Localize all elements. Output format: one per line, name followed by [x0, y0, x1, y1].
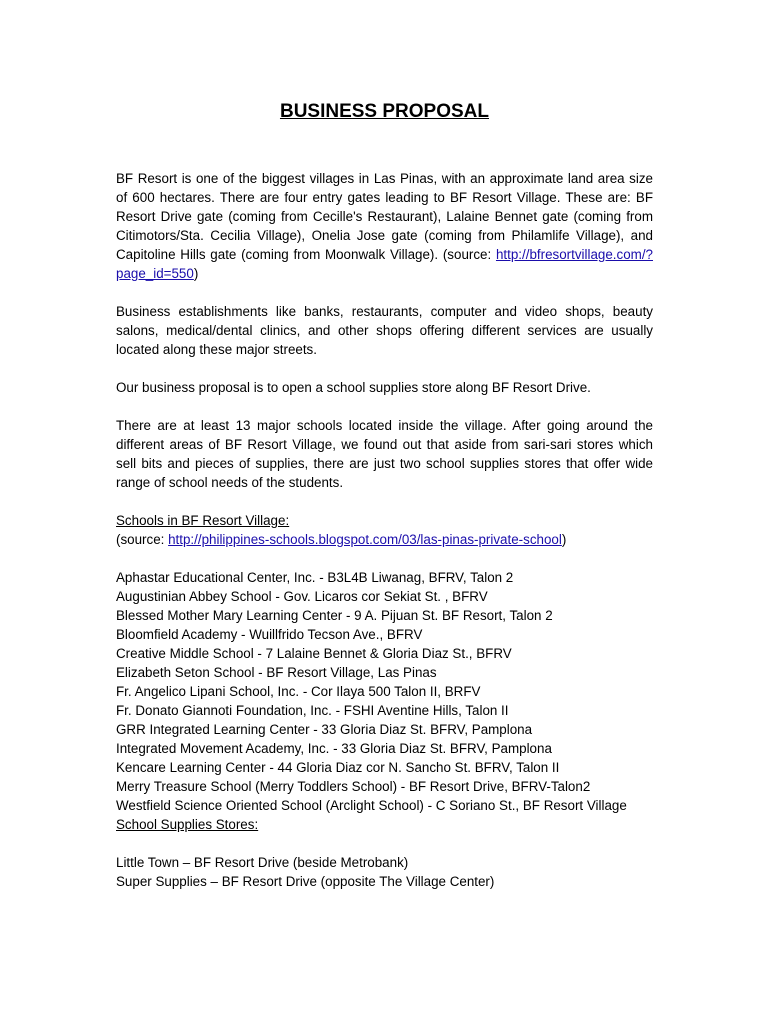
list-item: Fr. Angelico Lipani School, Inc. - Cor Ilaya 500 Talon II, BRFV [116, 684, 481, 699]
stores-heading: School Supplies Stores: [116, 817, 259, 832]
list-item: Aphastar Educational Center, Inc. - B3L4B Liwanag, BFRV, Talon 2 [116, 570, 514, 585]
paragraph-intro-text: BF Resort is one of the biggest villages in Las Pinas, with an approximate land area size of 600 hectares. There are four entry gates leading to BF Resort Village. These are: BF Resort Drive gate (coming from Cecille's Restaurant), Lalaine Bennet gate (coming from Citimotors/Sta. Cecilia Village), Onelia Jose gate (coming from Philamlife Village), and Capitoline Hills gate (coming from Moonwalk Village). [116, 171, 653, 262]
intro-source-link[interactable]: http://bfresortvillage.com/?page_id=550 [116, 247, 653, 281]
list-item: Bloomfield Academy - Wuillfrido Tecson Ave., BFRV [116, 627, 423, 642]
list-item: Merry Treasure School (Merry Toddlers School) - BF Resort Drive, BFRV-Talon2 [116, 779, 591, 794]
spacer [116, 549, 653, 568]
list-item: GRR Integrated Learning Center - 33 Gloria Diaz St. BFRV, Pamplona [116, 722, 533, 737]
schools-list [116, 568, 653, 815]
paragraph-proposal: Our business proposal is to open a school supplies store along BF Resort Drive. [116, 380, 591, 395]
spacer [116, 834, 653, 853]
list-item: Blessed Mother Mary Learning Center - 9 A. Pijuan St. BF Resort, Talon 2 [116, 608, 553, 623]
list-item: Elizabeth Seton School - BF Resort Village, Las Pinas [116, 665, 437, 680]
list-item: Westfield Science Oriented School (Arclight School) - C Soriano St., BF Resort Village [116, 798, 627, 813]
intro-source: (source: http://bfresortvillage.com/?page_id=550) [116, 247, 653, 281]
list-item: Super Supplies – BF Resort Drive (opposite The Village Center) [116, 874, 495, 889]
document-title: BUSINESS PROPOSAL [279, 101, 490, 122]
schools-source-link[interactable]: http://philippines-schools.blogspot.com/03/las-pinas-private-school [168, 532, 562, 547]
paragraph-establishments: Business establishments like banks, restaurants, computer and video shops, beauty salons, medical/dental clinics, and other shops offering different services are usually located along these major streets. [116, 304, 653, 357]
list-item: Creative Middle School - 7 Lalaine Bennet & Gloria Diaz St., BFRV [116, 646, 512, 661]
list-item: Fr. Donato Giannoti Foundation, Inc. - FSHI Aventine Hills, Talon II [116, 703, 509, 718]
paragraph-intro [116, 169, 653, 283]
document-body [116, 169, 653, 891]
paragraph-schools-survey: There are at least 13 major schools located inside the village. After going around the different areas of BF Resort Village, we found out that aside from sari-sari stores which sell bits and pieces of supplies, there are just two school supplies stores that offer wide range of school needs of the students. [116, 418, 653, 490]
list-item: Integrated Movement Academy, Inc. - 33 Gloria Diaz St. BFRV, Pamplona [116, 741, 552, 756]
stores-list [116, 853, 653, 891]
schools-source: (source: http://philippines-schools.blogspot.com/03/las-pinas-private-school) [116, 532, 567, 547]
list-item: Kencare Learning Center - 44 Gloria Diaz cor N. Sancho St. BFRV, Talon II [116, 760, 560, 775]
list-item: Augustinian Abbey School - Gov. Licaros cor Sekiat St. , BFRV [116, 589, 488, 604]
list-item: Little Town – BF Resort Drive (beside Metrobank) [116, 855, 409, 870]
schools-heading: Schools in BF Resort Village: [116, 513, 290, 528]
